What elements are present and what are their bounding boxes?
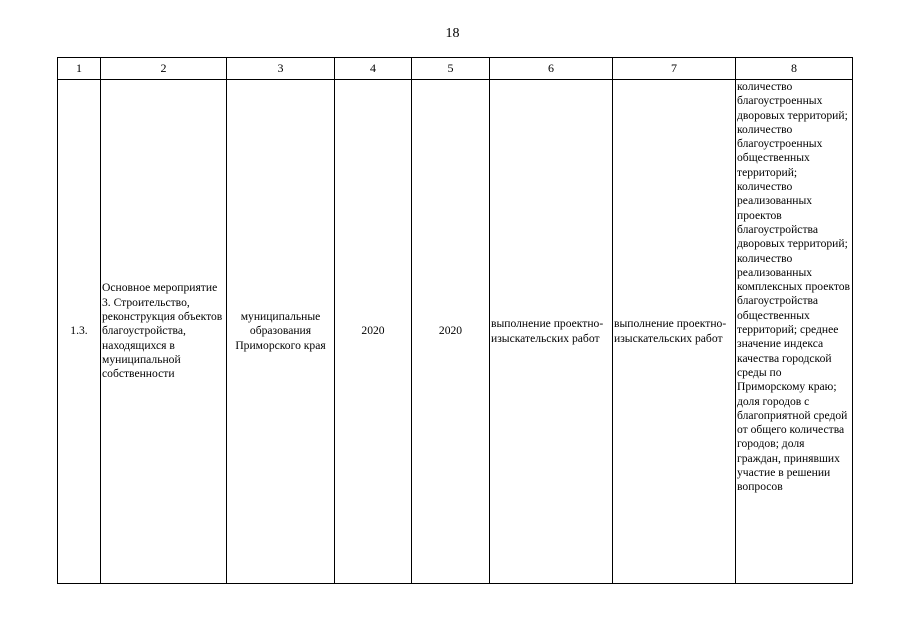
program-table: [57, 57, 853, 584]
consequences-cell: выполнение проектно-изыскательских работ: [613, 80, 736, 584]
expected-result-cell: выполнение проектно-изыскательских работ: [490, 80, 613, 584]
row-number-cell: 1.3.: [58, 80, 101, 584]
event-name-cell: Основное мероприятие 3. Строительство, реконструкция объектов благоустройства, находящихся в муниципальной собственности: [101, 80, 227, 584]
column-header-6: 6: [490, 58, 613, 80]
column-header-4: 4: [335, 58, 412, 80]
column-header-2: 2: [101, 58, 227, 80]
column-header-5: 5: [412, 58, 490, 80]
start-year-cell: 2020: [335, 80, 412, 584]
column-header-8: 8: [736, 58, 853, 80]
executor-cell: муниципальные образования Приморского края: [227, 80, 335, 584]
page-number: 18: [445, 26, 460, 41]
column-header-1: 1: [58, 58, 101, 80]
column-header-3: 3: [227, 58, 335, 80]
column-header-7: 7: [613, 58, 736, 80]
end-year-cell: 2020: [412, 80, 490, 584]
table-row: [58, 80, 853, 584]
column-number-row: [58, 58, 853, 80]
indicators-cell: количество благоустроенных дворовых территорий; количество благоустроенных общественных территорий; количество реализованных проектов благоустройства дворовых территорий; количество реализованных комплексных проектов благоустройства общественных территорий; среднее значение индекса качества городской среды по Приморскому краю; доля городов с благоприятной средой от общего количества городов; доля граждан, принявших участие в решении вопросов: [736, 80, 853, 584]
